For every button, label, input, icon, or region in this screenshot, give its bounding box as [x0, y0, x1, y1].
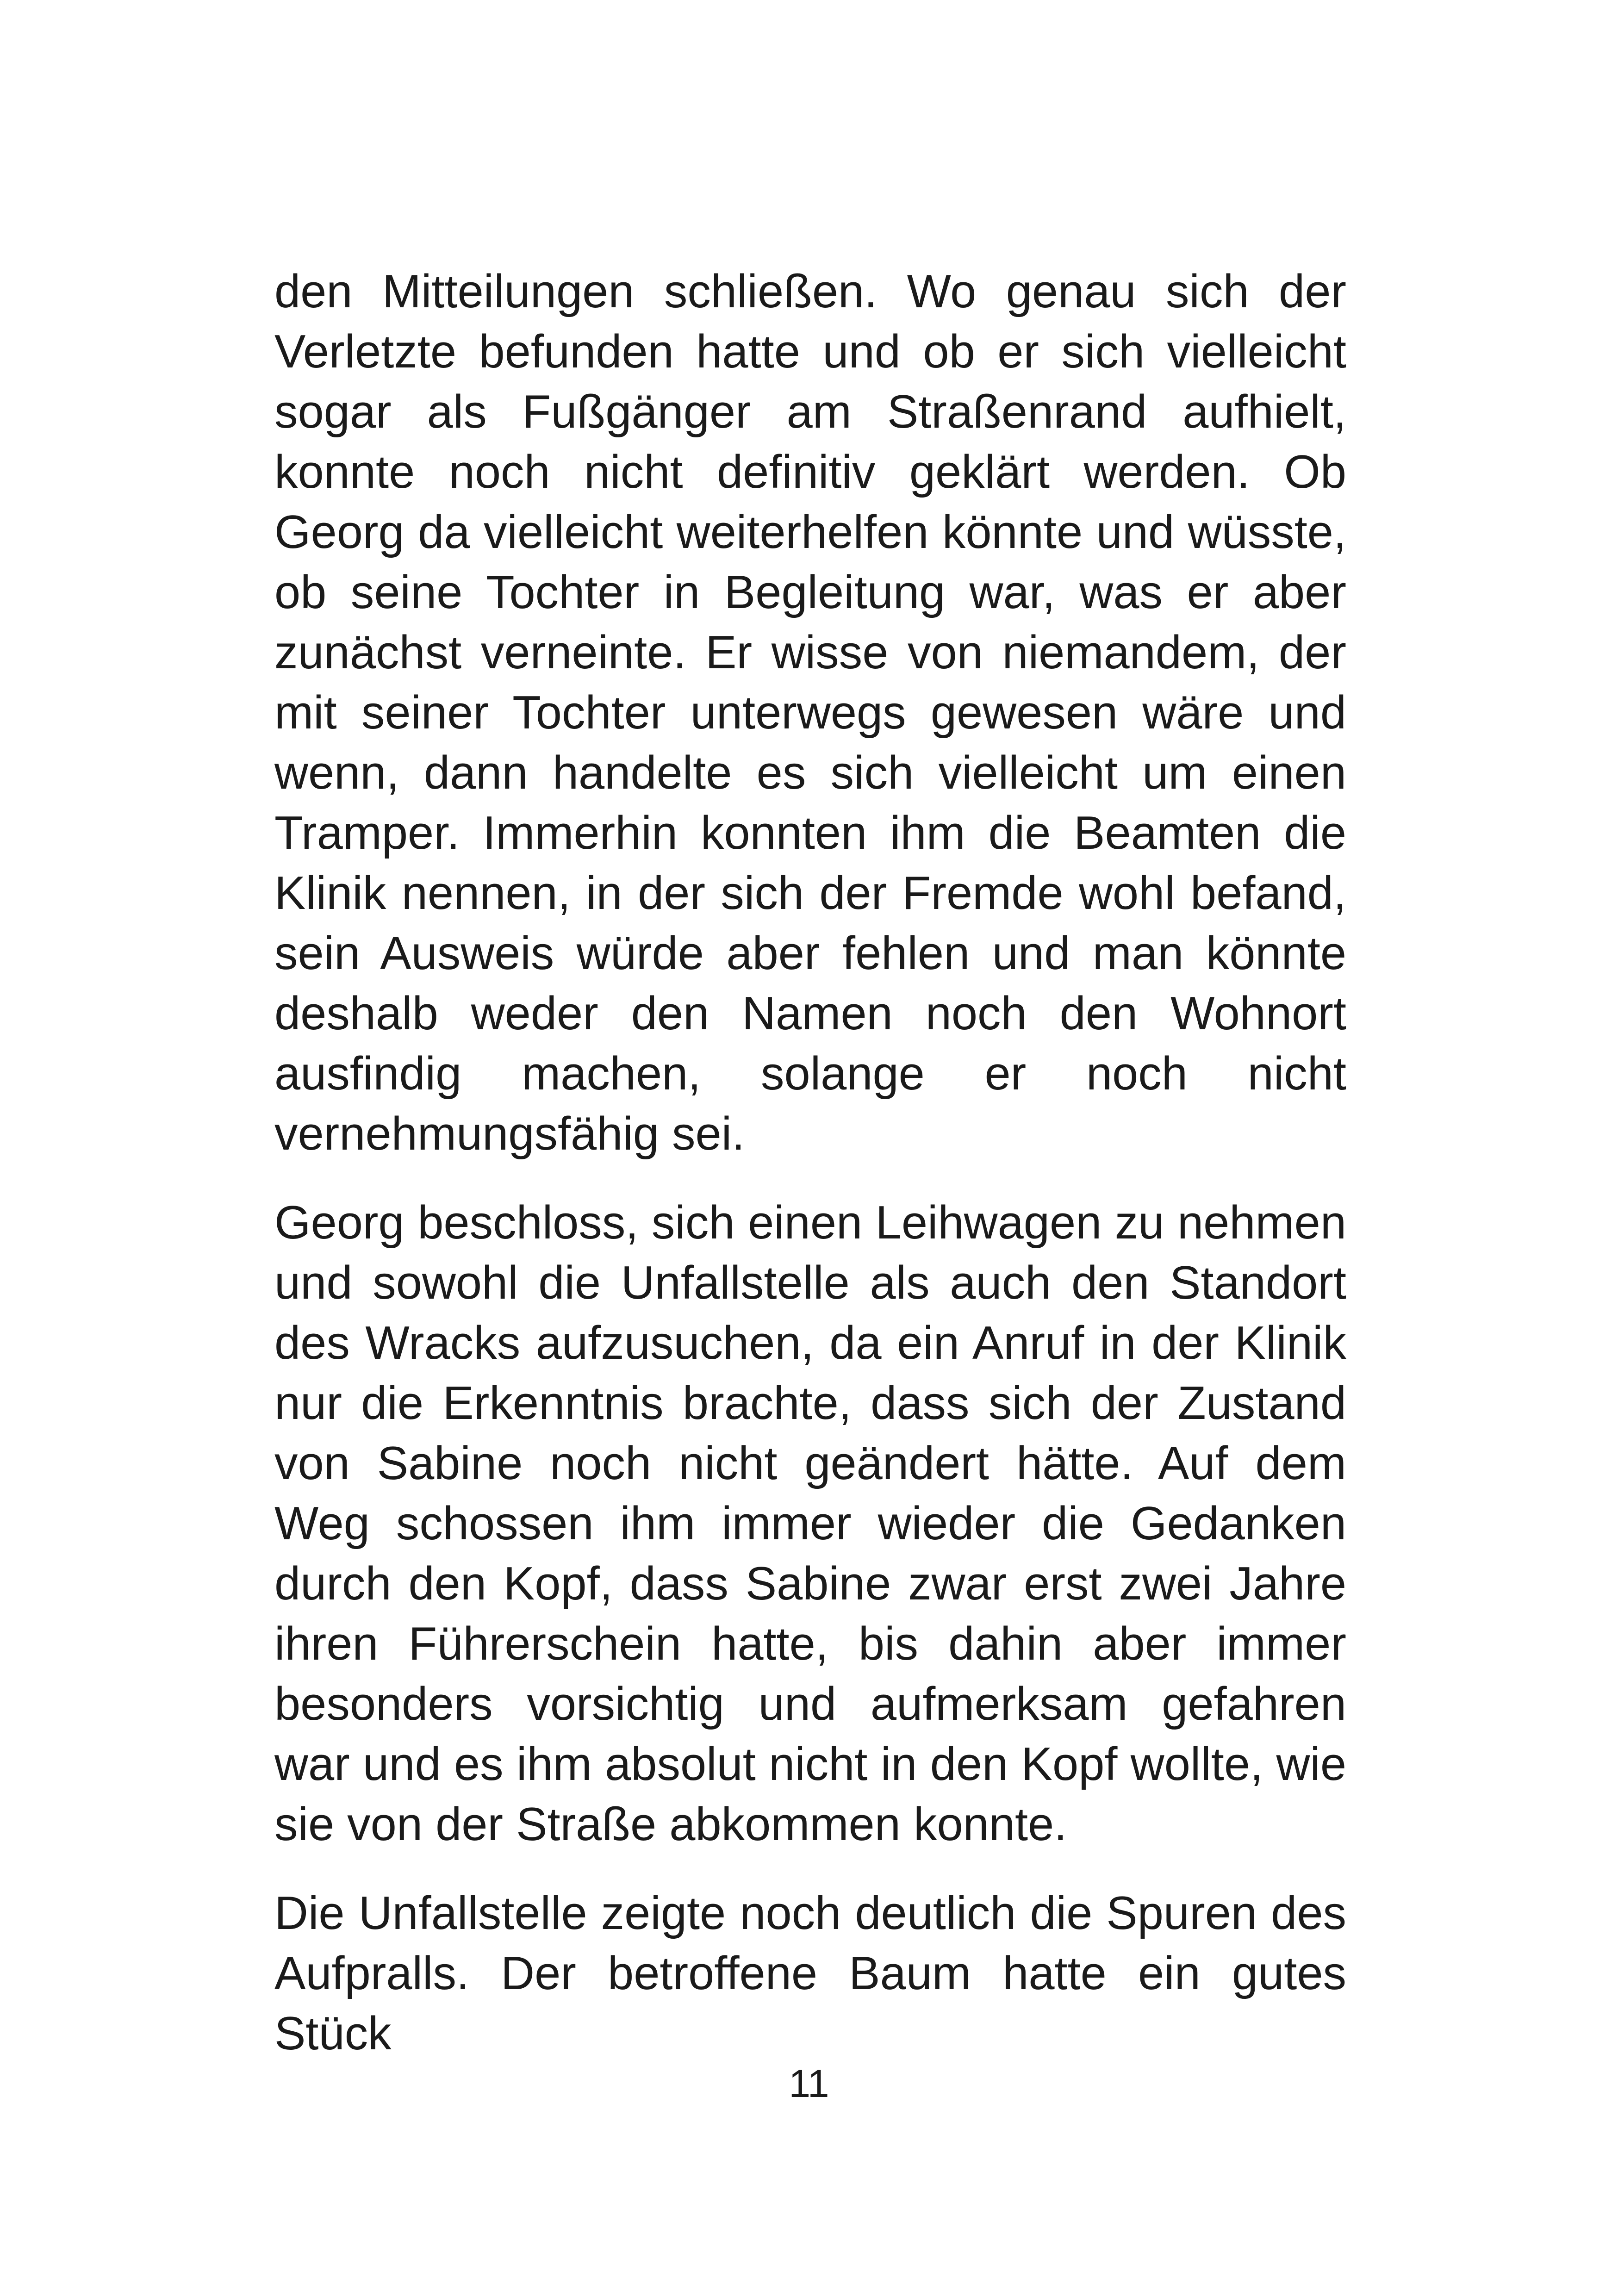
paragraph: Georg beschloss, sich einen Leihwagen zu nehmen und sowohl die Unfallstelle als auch den Standort des Wracks aufzusuchen, da ein Anruf in der Klinik nur die Erkenntnis brachte, dass sich der Zustand von Sabine noch nicht geändert hätte. Auf dem Weg schossen ihm immer wieder die Gedanken durch den Kopf, dass Sabine zwar erst zwei Jahre ihren Führerschein hatte, bis dahin aber immer besonders vorsichtig und aufmerksam gefahren war und es ihm absolut nicht in den Kopf wollte, wie sie von der Straße abkommen konnte.: [274, 1197, 1346, 1850]
page-number: 11: [789, 2062, 829, 2105]
paragraph: Die Unfallstelle zeigte noch deutlich die Spuren des Aufpralls. Der betroffene Baum hatte ein gutes Stück: [274, 1887, 1346, 2060]
paragraph: den Mitteilungen schließen. Wo genau sich der Verletzte befunden hatte und ob er sich vielleicht sogar als Fußgänger am Straßenrand aufhielt, konnte noch nicht definitiv geklärt werden. Ob Georg da vielleicht weiterhelfen könnte und wüsste, ob seine Tochter in Begleitung war, was er aber zunächst verneinte. Er wisse von niemandem, der mit seiner Tochter unterwegs gewesen wäre und wenn, dann handelte es sich vielleicht um einen Tramper. Immerhin konnten ihm die Beamten die Klinik nennen, in der sich der Fremde wohl befand, sein Ausweis würde aber fehlen und man könnte deshalb weder den Namen noch den Wohnort ausfindig machen, solange er noch nicht vernehmungsfähig sei.: [274, 266, 1346, 1160]
body-text: [274, 261, 1346, 2092]
